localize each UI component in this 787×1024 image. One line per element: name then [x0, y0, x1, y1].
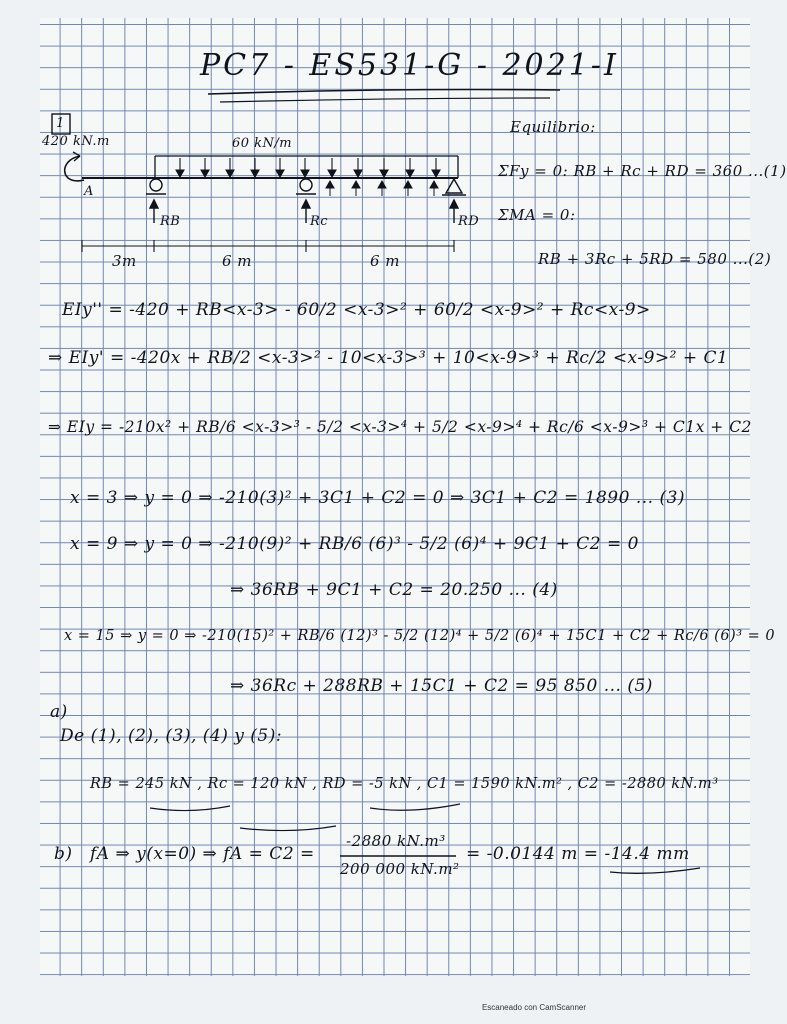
support-b: [146, 179, 166, 194]
reaction-c-label: Rc: [310, 214, 329, 229]
part-b-lhs: fA ⇒ y(x=0) ⇒ fA = C2 =: [90, 844, 315, 864]
equilibrium-sum-ma-heading: ΣMA = 0:: [498, 206, 576, 224]
graph-paper-sheet: [40, 18, 787, 976]
span-label-3: 6 m: [370, 252, 401, 270]
reaction-arrows: [150, 200, 458, 223]
equilibrium-sum-ma: RB + 3Rc + 5RD = 580 ...(2): [538, 250, 772, 268]
reaction-b-label: RB: [160, 214, 181, 229]
page-title: PC7 - ES531-G - 2021-I: [200, 48, 619, 83]
moment-arrow: [65, 156, 84, 181]
condition-line-2: x = 9 ⇒ y = 0 ⇒ -210(9)² + RB/6 (6)³ - 5/2 (6)⁴ + 9C1 + C2 = 0: [70, 534, 639, 554]
result-b-underline: [610, 868, 700, 873]
problem-number: 1: [56, 116, 65, 131]
scanner-footer: Escaneado con CamScanner: [481, 1003, 586, 1012]
moment-label: 420 kN.m: [42, 134, 110, 149]
derivation-line-3: ⇒ EIy = -210x² + RB/6 <x-3>³ - 5/2 <x-3>⁴ + 5/2 <x-9>⁴ + Rc/6 <x-9>³ + C1x + C2: [48, 418, 752, 436]
condition-line-1: x = 3 ⇒ y = 0 ⇒ -210(3)² + 3C1 + C2 = 0 ⇒ 3C1 + C2 = 1890 ... (3): [70, 488, 686, 508]
part-a-label: a): [50, 702, 68, 722]
load-label: 60 kN/m: [232, 136, 293, 151]
title-underline: [208, 90, 560, 95]
condition-line-3: ⇒ 36RB + 9C1 + C2 = 20.250 ... (4): [230, 580, 558, 600]
part-a-intro: De (1), (2), (3), (4) y (5):: [60, 726, 283, 746]
equilibrium-heading: Equilibrio:: [510, 118, 596, 136]
result-underlines: [150, 804, 460, 831]
span-label-2: 6 m: [222, 252, 253, 270]
part-a-results: RB = 245 kN , Rc = 120 kN , RD = -5 kN , C1 = 1590 kN.m² , C2 = -2880 kN.m³: [90, 776, 719, 792]
span-label-1: 3m: [112, 252, 137, 270]
part-b-label: b): [54, 844, 73, 864]
dimension-line: [82, 240, 454, 252]
part-b-denominator: 200 000 kN.m²: [340, 860, 460, 878]
load-arrows-up: [326, 181, 438, 196]
support-c: [296, 179, 316, 194]
point-a-label: A: [84, 184, 94, 199]
support-d: [442, 179, 466, 195]
title-underline-2: [220, 98, 550, 102]
part-b-result: = -0.0144 m = -14.4 mm: [466, 844, 690, 864]
part-b-numerator: -2880 kN.m³: [346, 832, 446, 850]
derivation-line-1: EIy'' = -420 + RB<x-3> - 60/2 <x-3>² + 60/2 <x-9>² + Rc<x-9>: [62, 300, 651, 320]
condition-line-4: x = 15 ⇒ y = 0 ⇒ -210(15)² + RB/6 (12)³ - 5/2 (12)⁴ + 5/2 (6)⁴ + 15C1 + C2 + Rc/6 (6)³ = 0: [64, 628, 776, 644]
derivation-line-2: ⇒ EIy' = -420x + RB/2 <x-3>² - 10<x-3>³ + 10<x-9>³ + Rc/2 <x-9>² + C1: [48, 348, 729, 368]
reaction-d-label: RD: [458, 214, 480, 229]
condition-line-5: ⇒ 36Rc + 288RB + 15C1 + C2 = 95 850 ... (5): [230, 676, 653, 696]
load-arrows-down: [176, 158, 440, 177]
equilibrium-sum-fy: ΣFy = 0: RB + Rc + RD = 360 ...(1): [498, 162, 787, 180]
